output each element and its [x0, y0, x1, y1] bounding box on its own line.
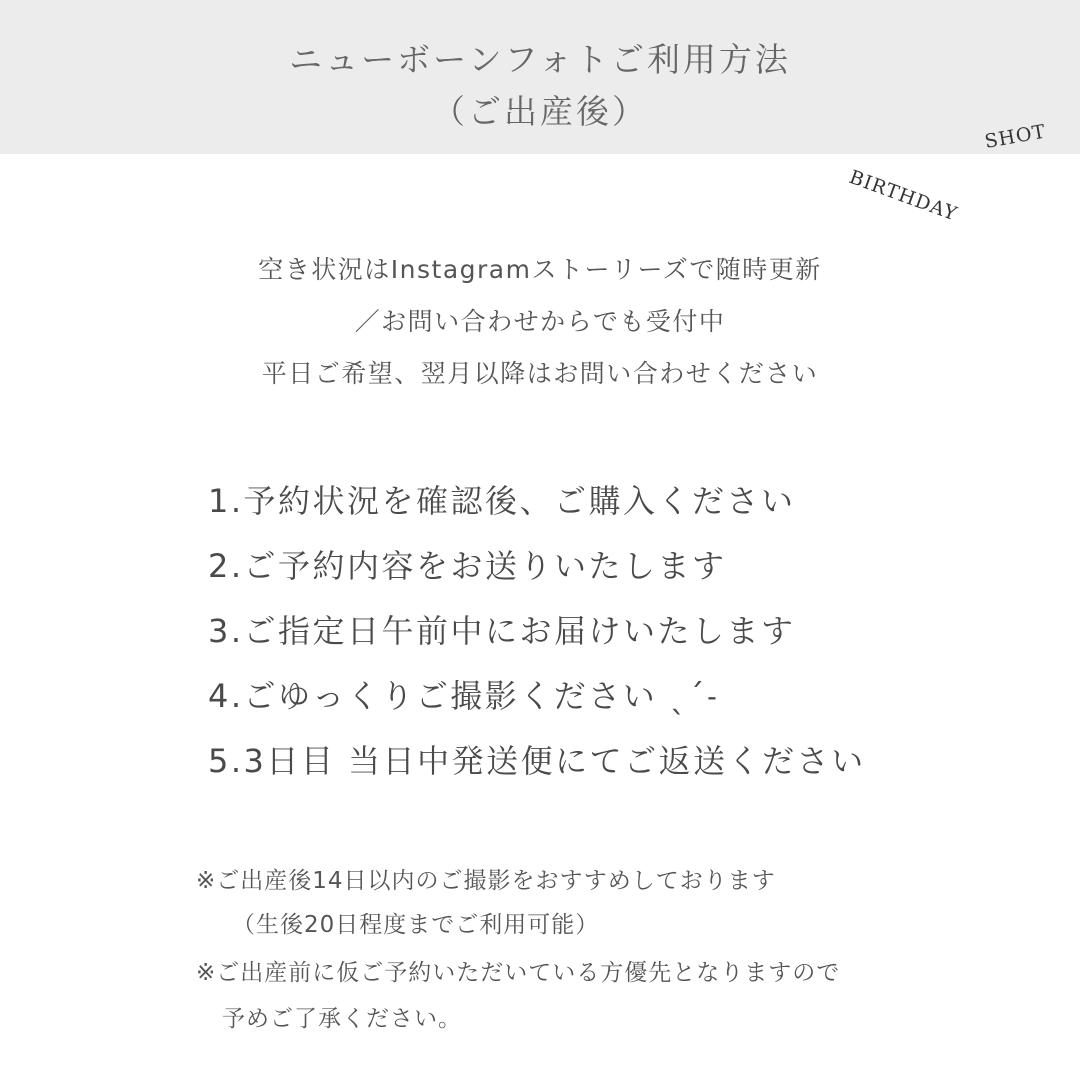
badge-text-birthday: BIRTHDAY — [846, 166, 961, 226]
intro-inquiry: ／お問い合わせからでも受付中 — [354, 307, 726, 336]
badge-text-shot: SHOT — [983, 120, 1048, 153]
step-item: 2.ご予約内容をお送りいたします — [208, 547, 727, 585]
note-shoot-timing: ※ご出産後14日以内のご撮影をおすすめしております — [196, 868, 776, 894]
page-subtitle: （ご出産後） — [432, 92, 648, 131]
note-priority: ※ご出産前に仮ご予約いただいている方優先となりますので — [196, 960, 841, 986]
step-item: 5.3日目 当日中発送便にてご返送ください — [208, 742, 866, 780]
note-usage-limit: （生後20日程度までご利用可能） — [232, 912, 600, 938]
step-item: 1.予約状況を確認後、ご購入ください — [208, 482, 796, 520]
step-item: 3.ご指定日午前中にお届けいたします — [208, 612, 796, 650]
step-item: 4.ごゆっくりご撮影ください ˎˊ˗ — [208, 677, 720, 715]
note-acknowledge: 予めご了承ください。 — [222, 1006, 462, 1032]
intro-weekday-note: 平日ご希望、翌月以降はお問い合わせください — [261, 359, 819, 388]
intro-availability: 空き状況はInstagramストーリーズで随時更新 — [258, 255, 822, 284]
birthday-shot-badge — [840, 120, 1080, 230]
page-title: ニューボーンフォトご利用方法 — [289, 40, 791, 79]
